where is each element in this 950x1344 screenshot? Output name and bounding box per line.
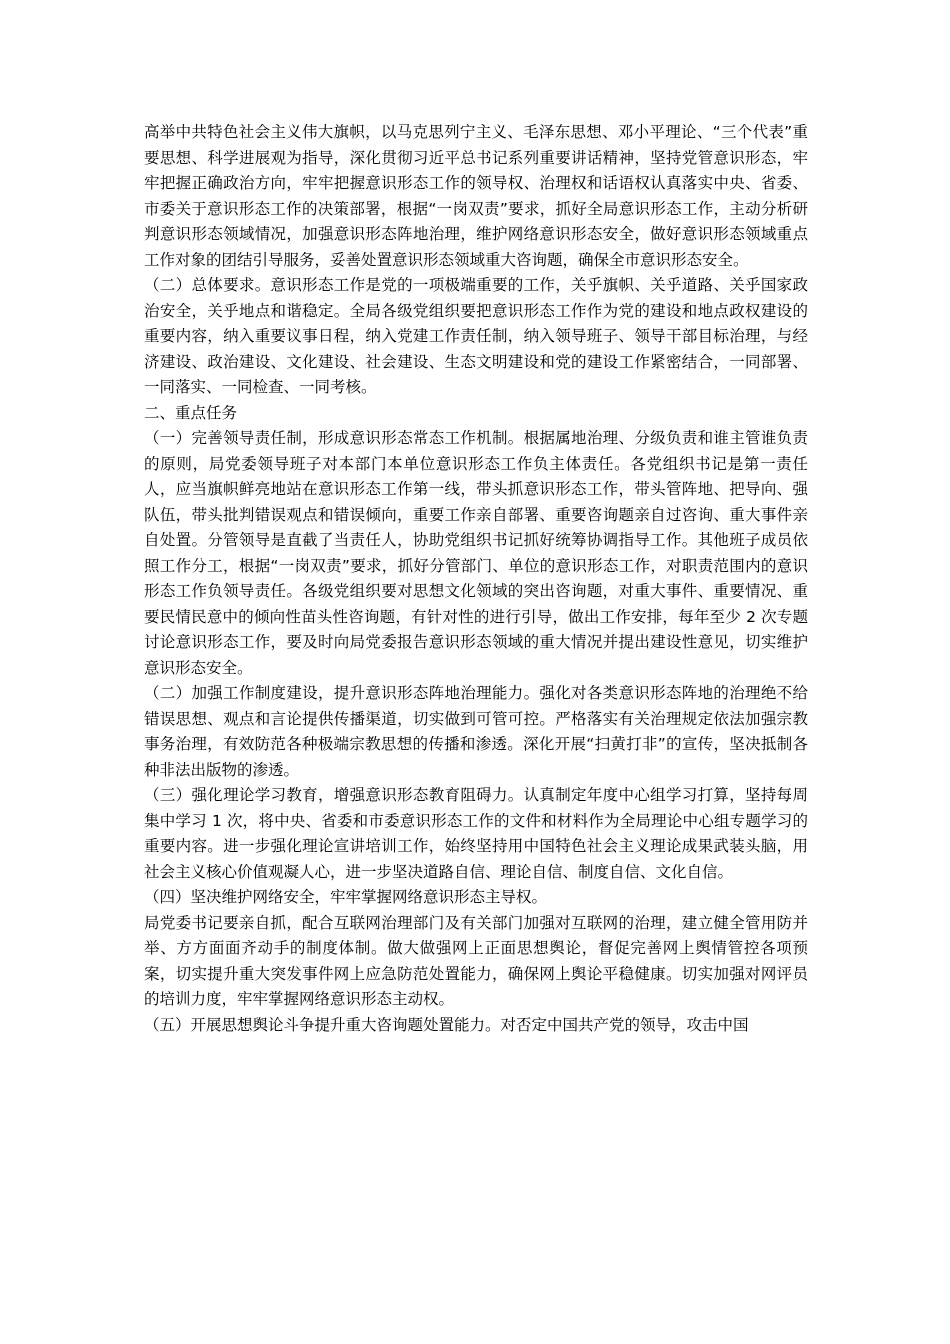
section-heading-key-tasks: 二、重点任务 xyxy=(144,403,238,422)
paragraph-task-3-theory-study: （三）强化理论学习教育，增强意识形态教育阻碍力。认真制定年度中心组学习打算，坚持每周集中学习 1 次，将中央、省委和市委意识形态工作的文件和材料作为全局理论中心组专题学习的重要内容。进一步强化理论宣讲培训工作，始终坚持用中国特色社会主义理论成果武装头脑，用社会主义核心价值观凝人心，进一步坚决道路自信、理论自信、制度自信、文化自信。 xyxy=(144,786,808,881)
paragraph-task-1-leadership: （一）完善领导责任制，形成意识形态常态工作机制。根据属地治理、分级负责和谁主管谁负责的原则，局党委领导班子对本部门本单位意识形态工作负主体责任。各党组织书记是第一责任人，应当旗帜鲜亮地站在意识形态工作第一线，带头抓意识形态工作，带头管阵地、把导向、强队伍，带头批判错误观点和错误倾向，重要工作亲自部署、重要咨询题亲自过咨询、重大事件亲自处置。分管领导是直截了当责任人，协助党组织书记抓好统筹协调指导工作。其他班子成员依照工作分工，根据“一岗双责”要求，抓好分管部门、单位的意识形态工作，对职责范围内的意识形态工作负领导责任。各级党组织要对思想文化领域的突出咨询题，对重大事件、重要情况、重要民情民意中的倾向性苗头性咨询题，有针对性的进行引导，做出工作安排，每年至少 2 次专题讨论意识形态工作，要及时向局党委报告意识形态领域的重大情况并提出建设性意见，切实维护意识形态安全。 xyxy=(144,429,808,677)
paragraph-general-requirements: （二）总体要求。意识形态工作是党的一项极端重要的工作，关乎旗帜、关乎道路、关乎国家政治安全，关乎地点和谐稳定。全局各级党组织要把意识形态工作作为党的建设和地点政权建设的重要内容，纳入重要议事日程，纳入党建工作责任制，纳入领导班子、领导干部目标治理，与经济建设、政治建设、文化建设、社会建设、生态文明建设和党的建设工作紧密结合，一同部署、一同落实、一同检查、一同考核。 xyxy=(144,276,808,396)
paragraph-task-5-opinion: （五）开展思想舆论斗争提升重大咨询题处置能力。对否定中国共产党的领导，攻击中国 xyxy=(144,1015,749,1034)
paragraph-task-4-network: 局党委书记要亲自抓，配合互联网治理部门及有关部门加强对互联网的治理，建立健全管用防并举、方方面面齐动手的制度体制。做大做强网上正面思想舆论，督促完善网上舆情管控各项预案，切实提升重大突发事件网上应急防范处置能力，确保网上舆论平稳健康。切实加强对网评员的培训力度，牢牢掌握网络意识形态主动权。 xyxy=(144,913,808,1008)
paragraph-task-2-system-building: （二）加强工作制度建设，提升意识形态阵地治理能力。强化对各类意识形态阵地的治理绝不给错误思想、观点和言论提供传播渠道，切实做到可管可控。严格落实有关治理规定依法加强宗教事务治理，有效防范各种极端宗教思想的传播和渗透。深化开展“扫黄打非”的宣传，坚决抵制各种非法出版物的渗透。 xyxy=(144,684,808,779)
document-body xyxy=(144,120,808,1038)
paragraph-task-4-heading: （四）坚决维护网络安全，牢牢掌握网络意识形态主导权。 xyxy=(144,888,548,906)
paragraph-guiding-ideology: 高举中共特色社会主义伟大旗帜，以马克思列宁主义、毛泽东思想、邓小平理论、“三个代表”重要思想、科学进展观为指导，深化贯彻习近平总书记系列重要讲话精神，坚持党管意识形态，牢牢把握正确政治方向，牢牢把握意识形态工作的领导权、治理权和话语权认真落实中央、省委、市委关于意识形态工作的决策部署，根据“一岗双责”要求，抓好全局意识形态工作，主动分析研判意识形态领域情况，加强意识形态阵地治理，维护网络意识形态安全，做好意识形态领域重点工作对象的团结引导服务，妥善处置意识形态领域重大咨询题，确保全市意识形态安全。 xyxy=(144,123,808,269)
